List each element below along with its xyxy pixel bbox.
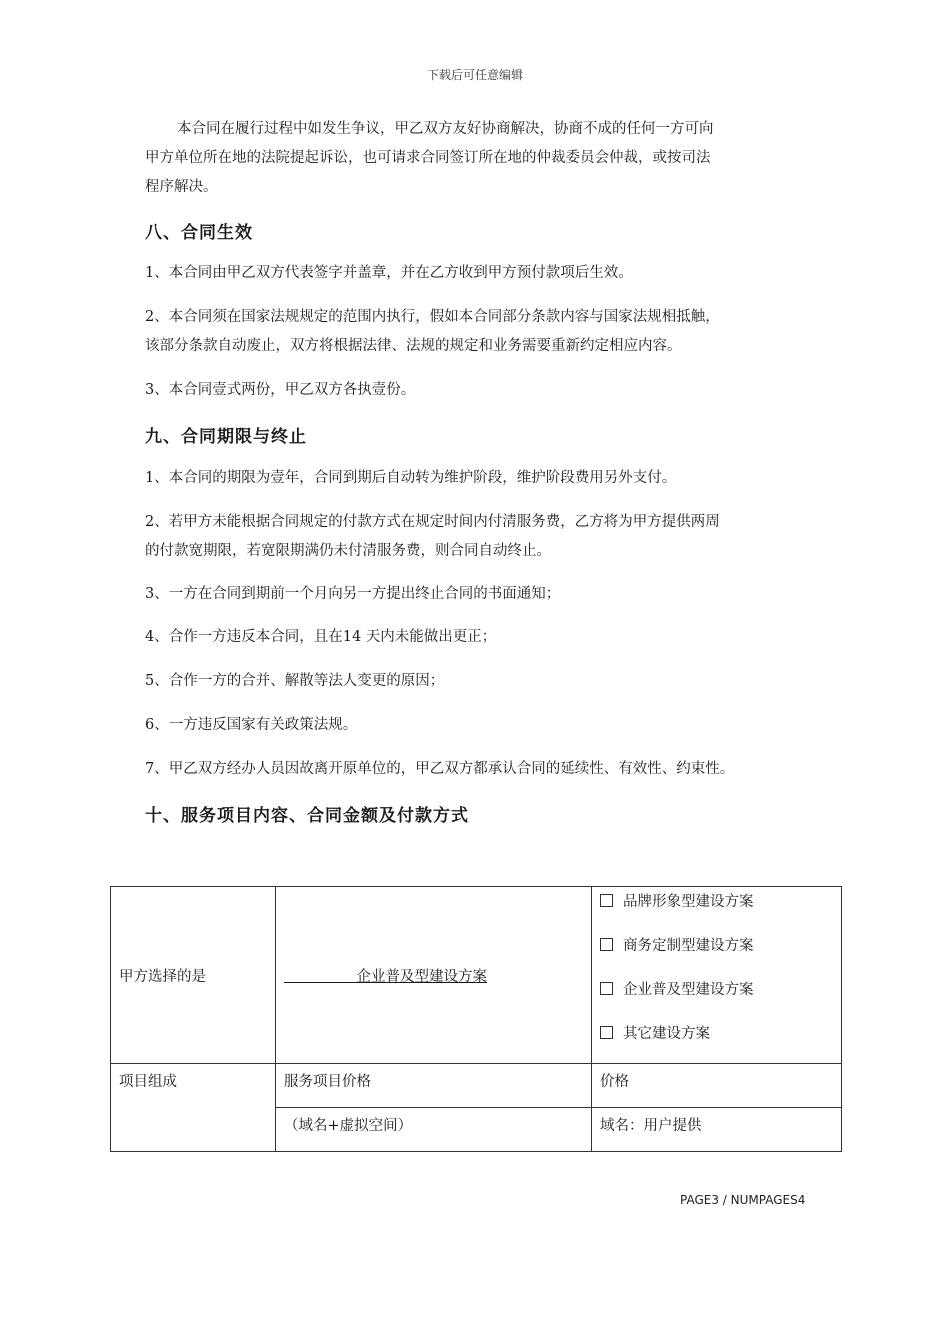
section-9-heading: 九、合同期限与终止 xyxy=(145,427,307,447)
section-8-item-2-line-2: 该部分条款自动废止，双方将根据法律、法规的规定和业务需要重新约定相应内容。 xyxy=(145,338,682,354)
section-10-heading: 十、服务项目内容、合同金额及付款方式 xyxy=(145,806,469,826)
section-9-item-3: 3、一方在合同到期前一个月向另一方提出终止合同的书面通知； xyxy=(145,586,561,602)
section-9-item-5: 5、合作一方的合并、解散等法人变更的原因； xyxy=(145,673,445,689)
section-9-item-2-line-1: 2、若甲方未能根据合同规定的付款方式在规定时间内付清服务费，乙方将为甲方提供两周 xyxy=(145,514,720,530)
row3-col2-cell xyxy=(276,1108,592,1152)
row2-col2-cell xyxy=(276,1064,592,1108)
service-table xyxy=(110,886,842,1152)
intro-line-1: 本合同在履行过程中如发生争议，甲乙双方友好协商解决，协商不成的任何一方可向 xyxy=(177,121,714,137)
plan-option-label: 企业普及型建设方案 xyxy=(623,982,754,998)
domain-price-value: 域名：用户提供 xyxy=(600,1118,702,1134)
row1-label: 甲方选择的是 xyxy=(119,968,206,985)
plan-option-other[interactable] xyxy=(600,1019,833,1063)
checkbox-icon[interactable] xyxy=(600,982,613,995)
plan-option-label: 品牌形象型建设方案 xyxy=(623,894,754,910)
table-row xyxy=(111,1064,842,1108)
plan-option-brand[interactable] xyxy=(600,887,833,931)
intro-line-3: 程序解决。 xyxy=(145,179,218,195)
row1-label-cell xyxy=(111,887,276,1064)
row2-label: 项目组成 xyxy=(119,1074,177,1090)
section-9-item-7: 7、甲乙双方经办人员因故离开原单位的，甲乙双方都承认合同的延续性、有效性、约束性。 xyxy=(145,761,735,777)
section-8-item-2-line-1: 2、本合同须在国家法规规定的范围内执行，假如本合同部分条款内容与国家法规相抵触， xyxy=(145,309,720,325)
row3-col3-cell xyxy=(592,1108,842,1152)
plan-option-label: 商务定制型建设方案 xyxy=(623,938,754,954)
selected-plan: ＿＿＿＿＿企业普及型建设方案 xyxy=(284,968,487,985)
section-8-item-3: 3、本合同壹式两份，甲乙双方各执壹份。 xyxy=(145,382,416,398)
checkbox-icon[interactable] xyxy=(600,1026,613,1039)
intro-line-2: 甲方单位所在地的法院提起诉讼，也可请求合同签订所在地的仲裁委员会仲裁，或按司法 xyxy=(145,150,711,166)
table-row xyxy=(111,887,842,1064)
section-8-heading: 八、合同生效 xyxy=(145,223,253,243)
page-header: 下载后可任意编辑 xyxy=(426,68,523,82)
domain-hosting-item: （域名+虚拟空间） xyxy=(284,1118,413,1134)
plan-option-enterprise[interactable] xyxy=(600,975,833,1019)
plan-option-custom[interactable] xyxy=(600,931,833,975)
row1-value-cell xyxy=(276,887,592,1064)
section-9-item-4: 4、合作一方违反本合同，且在14 天内未能做出更正； xyxy=(145,629,497,645)
section-9-item-6: 6、一方违反国家有关政策法规。 xyxy=(145,717,358,733)
section-8-item-1: 1、本合同由甲乙双方代表签字并盖章，并在乙方收到甲方预付款项后生效。 xyxy=(145,265,633,281)
checkbox-icon[interactable] xyxy=(600,938,613,951)
price-header: 价格 xyxy=(600,1074,629,1090)
plan-option-label: 其它建设方案 xyxy=(623,1026,710,1042)
section-9-item-1: 1、本合同的期限为壹年，合同到期后自动转为维护阶段，维护阶段费用另外支付。 xyxy=(145,470,677,486)
checkbox-icon[interactable] xyxy=(600,894,613,907)
row2-label-cell xyxy=(111,1064,276,1152)
service-price-header: 服务项目价格 xyxy=(284,1074,371,1090)
page-footer: PAGE3 / NUMPAGES4 xyxy=(680,1193,806,1207)
section-9-item-2-line-2: 的付款宽期限，若宽限期满仍未付清服务费，则合同自动终止。 xyxy=(145,543,551,559)
plan-options-cell xyxy=(592,887,842,1064)
row2-col3-cell xyxy=(592,1064,842,1108)
